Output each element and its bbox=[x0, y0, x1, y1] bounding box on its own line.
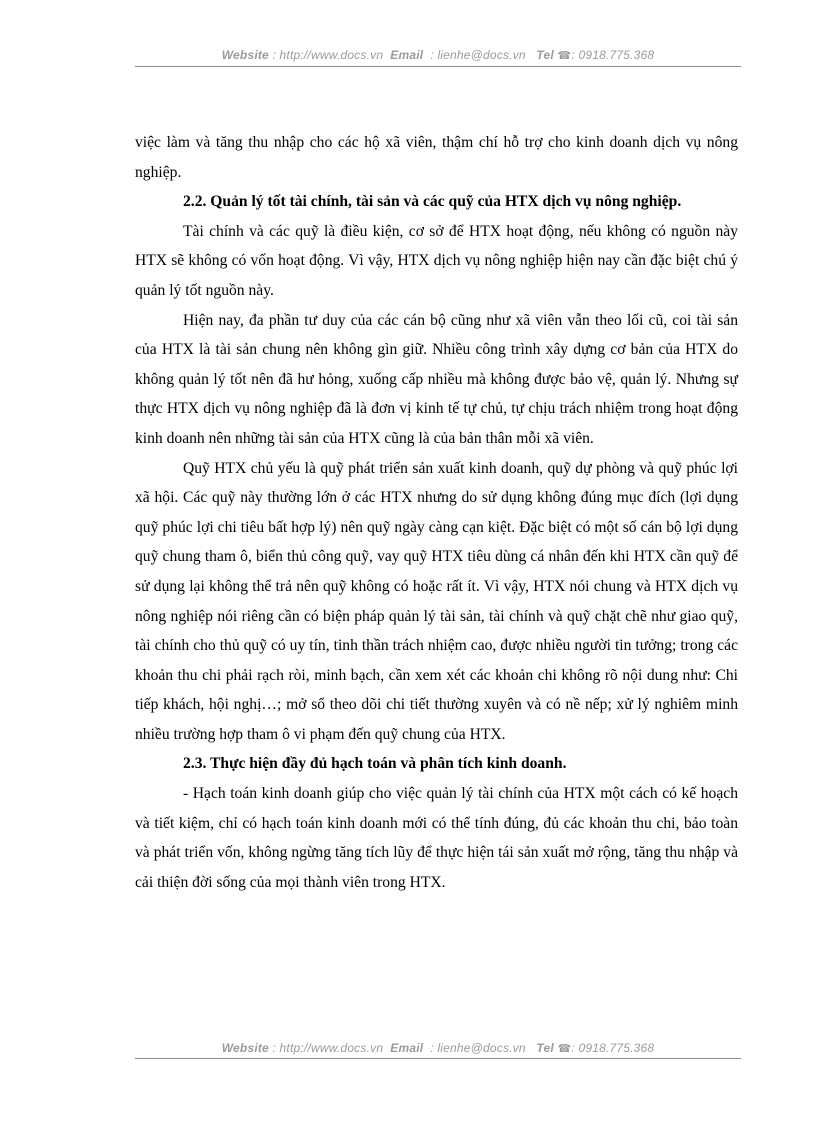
footer-telephone-icon: ☎ bbox=[557, 1043, 572, 1055]
footer-tel-label: Tel bbox=[536, 1041, 554, 1055]
footer-tel-value: : 0918.775.368 bbox=[571, 1041, 655, 1055]
footer-website-label: Website bbox=[221, 1041, 269, 1055]
website-url[interactable]: : http://www.docs.vn bbox=[272, 48, 384, 62]
email-value[interactable]: : lienhe@docs.vn bbox=[430, 48, 526, 62]
tel-value: : 0918.775.368 bbox=[571, 48, 655, 62]
paragraph-continuation: việc làm và tăng thu nhập cho các hộ xã viên, thậm chí hỗ trợ cho kinh doanh dịch vụ nông nghiệp. bbox=[135, 134, 738, 181]
header-divider bbox=[135, 66, 741, 67]
footer-email-value[interactable]: : lienhe@docs.vn bbox=[430, 1041, 526, 1055]
section-heading-2-2: 2.2. Quản lý tốt tài chính, tài sản và các quỹ của HTX dịch vụ nông nghiệp. bbox=[183, 193, 682, 211]
website-label: Website bbox=[221, 48, 269, 62]
footer-divider bbox=[135, 1058, 741, 1059]
footer-email-label: Email bbox=[390, 1041, 424, 1055]
paragraph-funds: Quỹ HTX chủ yếu là quỹ phát triển sản xuất kinh doanh, quỹ dự phòng và quỹ phúc lợi xã hội. Các quỹ này thường lớn ở các HTX nhưng do sử dụng không đúng mục đích (lợi dụng quỹ phúc lợi chi tiêu bất hợp lý) nên quỹ ngày càng cạn kiệt. Đặc biệt có một số cán bộ lợi dụng quỹ chung tham ô, biển thủ công quỹ, vay quỹ HTX tiêu dùng cá nhân đến khi HTX cần quỹ để sử dụng lại không thể trả nên quỹ không có hoặc rất ít. Vì vậy, HTX nói chung và HTX dịch vụ nông nghiệp nói riêng cần có biện pháp quản lý tài sản, tài chính và quỹ chặt chẽ như giao quỹ, tài chính cho thủ quỹ có uy tín, tinh thần trách nhiệm cao, được nhiều người tin tưởng; trong các khoản thu chi phải rạch ròi, minh bạch, cần xem xét các khoản chi không rõ nội dung như: Chi tiếp khách, hội nghị…; mở sổ theo dõi chi tiết thường xuyên và có nề nếp; xử lý nghiêm minh nhiều trường hợp tham ô vi phạm đến quỹ chung của HTX. bbox=[135, 459, 738, 743]
tel-label: Tel bbox=[536, 48, 554, 62]
telephone-icon: ☎ bbox=[557, 50, 572, 62]
page-footer bbox=[135, 1041, 741, 1055]
paragraph-finance: Tài chính và các quỹ là điều kiện, cơ sở để HTX hoạt động, nếu không có nguồn này HTX sẽ không có vốn hoạt động. Vì vậy, HTX dịch vụ nông nghiệp hiện nay cần đặc biệt chú ý quản lý tốt nguồn này. bbox=[135, 222, 738, 299]
footer-website-url[interactable]: : http://www.docs.vn bbox=[272, 1041, 384, 1055]
section-heading-2-3: 2.3. Thực hiện đầy đủ hạch toán và phân tích kinh doanh. bbox=[183, 755, 567, 773]
page-header bbox=[135, 48, 741, 62]
paragraph-assets: Hiện nay, đa phần tư duy của các cán bộ cũng như xã viên vẫn theo lối cũ, coi tài sản của HTX là tài sản chung nên không gìn giữ. Nhiều công trình xây dựng cơ bản của HTX do không quản lý tốt nên đã hư hỏng, xuống cấp nhiều mà không được bảo vệ, quản lý. Nhưng sự thực HTX dịch vụ nông nghiệp đã là đơn vị kinh tế tự chủ, tự chịu trách nhiệm trong hoạt động kinh doanh nên những tài sản của HTX cũng là của bản thân mỗi xã viên. bbox=[135, 311, 738, 447]
paragraph-accounting: - Hạch toán kinh doanh giúp cho việc quản lý tài chính của HTX một cách có kế hoạch và tiết kiệm, chỉ có hạch toán kinh doanh mới có thể tính đúng, đủ các khoản thu chi, bảo toàn và phát triển vốn, không ngừng tăng tích lũy để thực hiện tái sản xuất mở rộng, tăng thu nhập và cải thiện đời sống của mọi thành viên trong HTX. bbox=[135, 785, 738, 891]
document-body bbox=[135, 128, 738, 897]
email-label: Email bbox=[390, 48, 424, 62]
